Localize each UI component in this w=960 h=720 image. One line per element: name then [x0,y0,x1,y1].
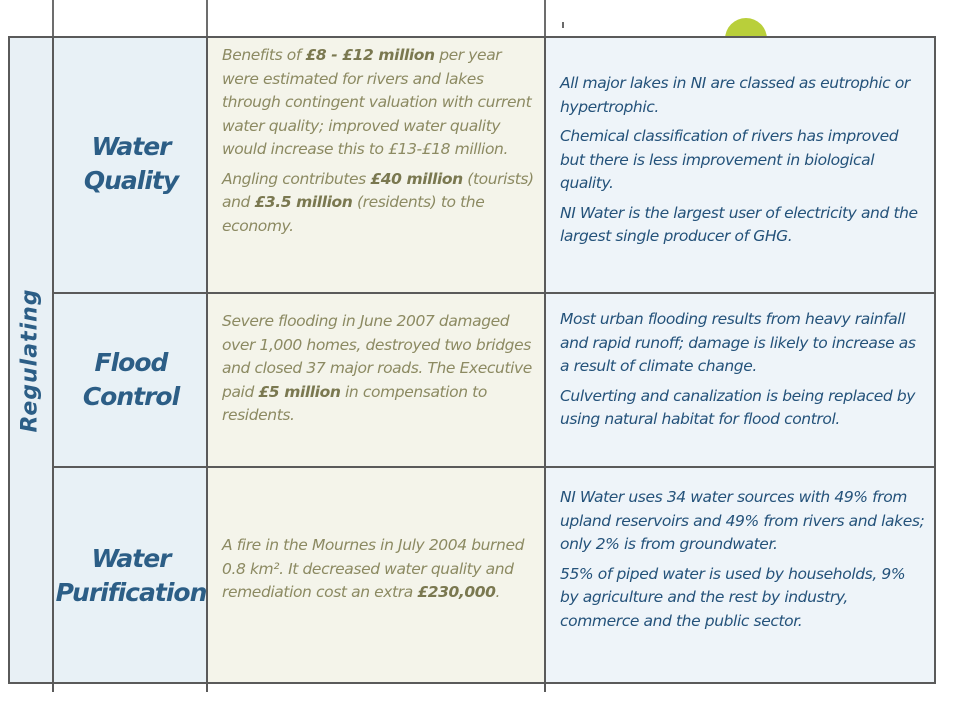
paragraph: Most urban flooding results from heavy rainfall and rapid runoff; damage is likely to increase as a result of climate change. [560,310,916,375]
paragraph: Angling contributes £40 million (tourists) and £3.5 million (residents) to the economy. [222,169,534,235]
divider [206,0,208,36]
impact-text [560,72,926,255]
bold-figure: £5 million [258,382,341,401]
impact-cell-water-purification [546,468,936,684]
col-divider [206,36,208,684]
bold-figure: £8 - £12 million [305,46,435,64]
border-top [8,36,936,38]
value-text [222,44,536,244]
border-right [934,36,936,684]
value-text [222,310,536,434]
category-cell-water-quality [54,36,208,292]
bold-figure: £3.5 million [254,193,353,211]
col-divider [52,36,54,684]
paragraph: Benefits of £8 - £12 million per year were estimated for rivers and lakes through contingent valuation with current water quality; improved water quality would increase this to £13-£18 million. [222,46,532,158]
divider [544,0,546,36]
category-cell-water-purification [54,468,208,684]
paragraph: 55% of piped water is used by households, 9% by agriculture and the rest by industry, commerce and the public sector. [560,564,906,630]
value-cell-water-purification [208,468,546,684]
paragraph: NI Water uses 34 water sources with 49% from upland reservoirs and 49% from rivers and lakes; only 2% is from groundwater. [560,488,925,553]
section-label: Regulating [17,287,43,433]
category-line: Water [91,132,171,161]
value-cell-water-quality [208,36,546,292]
category-line: Purification [55,578,207,607]
table-bottom-strip [8,684,936,692]
category-line: Flood [94,348,168,377]
paragraph: Severe flooding in June 2007 damaged over 1,000 homes, destroyed two bridges and closed 37 major roads. The Executive paid £5 million in compensation to residents. [222,312,532,424]
paragraph: Culverting and canalization is being replaced by using natural habitat for flood control. [560,386,916,428]
value-text [222,534,536,611]
category-line: Water [91,544,171,573]
impact-text [560,486,926,639]
border-left [8,36,10,684]
impact-text [560,308,926,438]
value-cell-flood-control [208,294,546,466]
row-divider [54,292,936,294]
category-line: Control [82,382,180,411]
category-cell-flood-control [54,294,208,466]
impact-cell-flood-control [546,294,936,466]
row-divider [54,466,936,468]
col-divider [544,36,546,684]
category-line: Quality [83,166,179,195]
table-top-strip [0,0,960,36]
bold-figure: £40 million [370,169,463,188]
decorative-tick [562,22,564,28]
divider [52,0,54,36]
bold-figure: £230,000 [417,583,496,601]
paragraph: A fire in the Mournes in July 2004 burned 0.8 km². It decreased water quality and remediation cost an extra £230,000. [222,536,525,601]
ecosystem-services-table [8,36,936,684]
paragraph: All major lakes in NI are classed as eutrophic or hypertrophic. [560,74,910,116]
paragraph: Chemical classification of rivers has improved but there is less improvement in biological quality. [560,127,899,192]
paragraph: NI Water is the largest user of electricity and the largest single producer of GHG. [560,203,918,245]
impact-cell-water-quality [546,36,936,292]
